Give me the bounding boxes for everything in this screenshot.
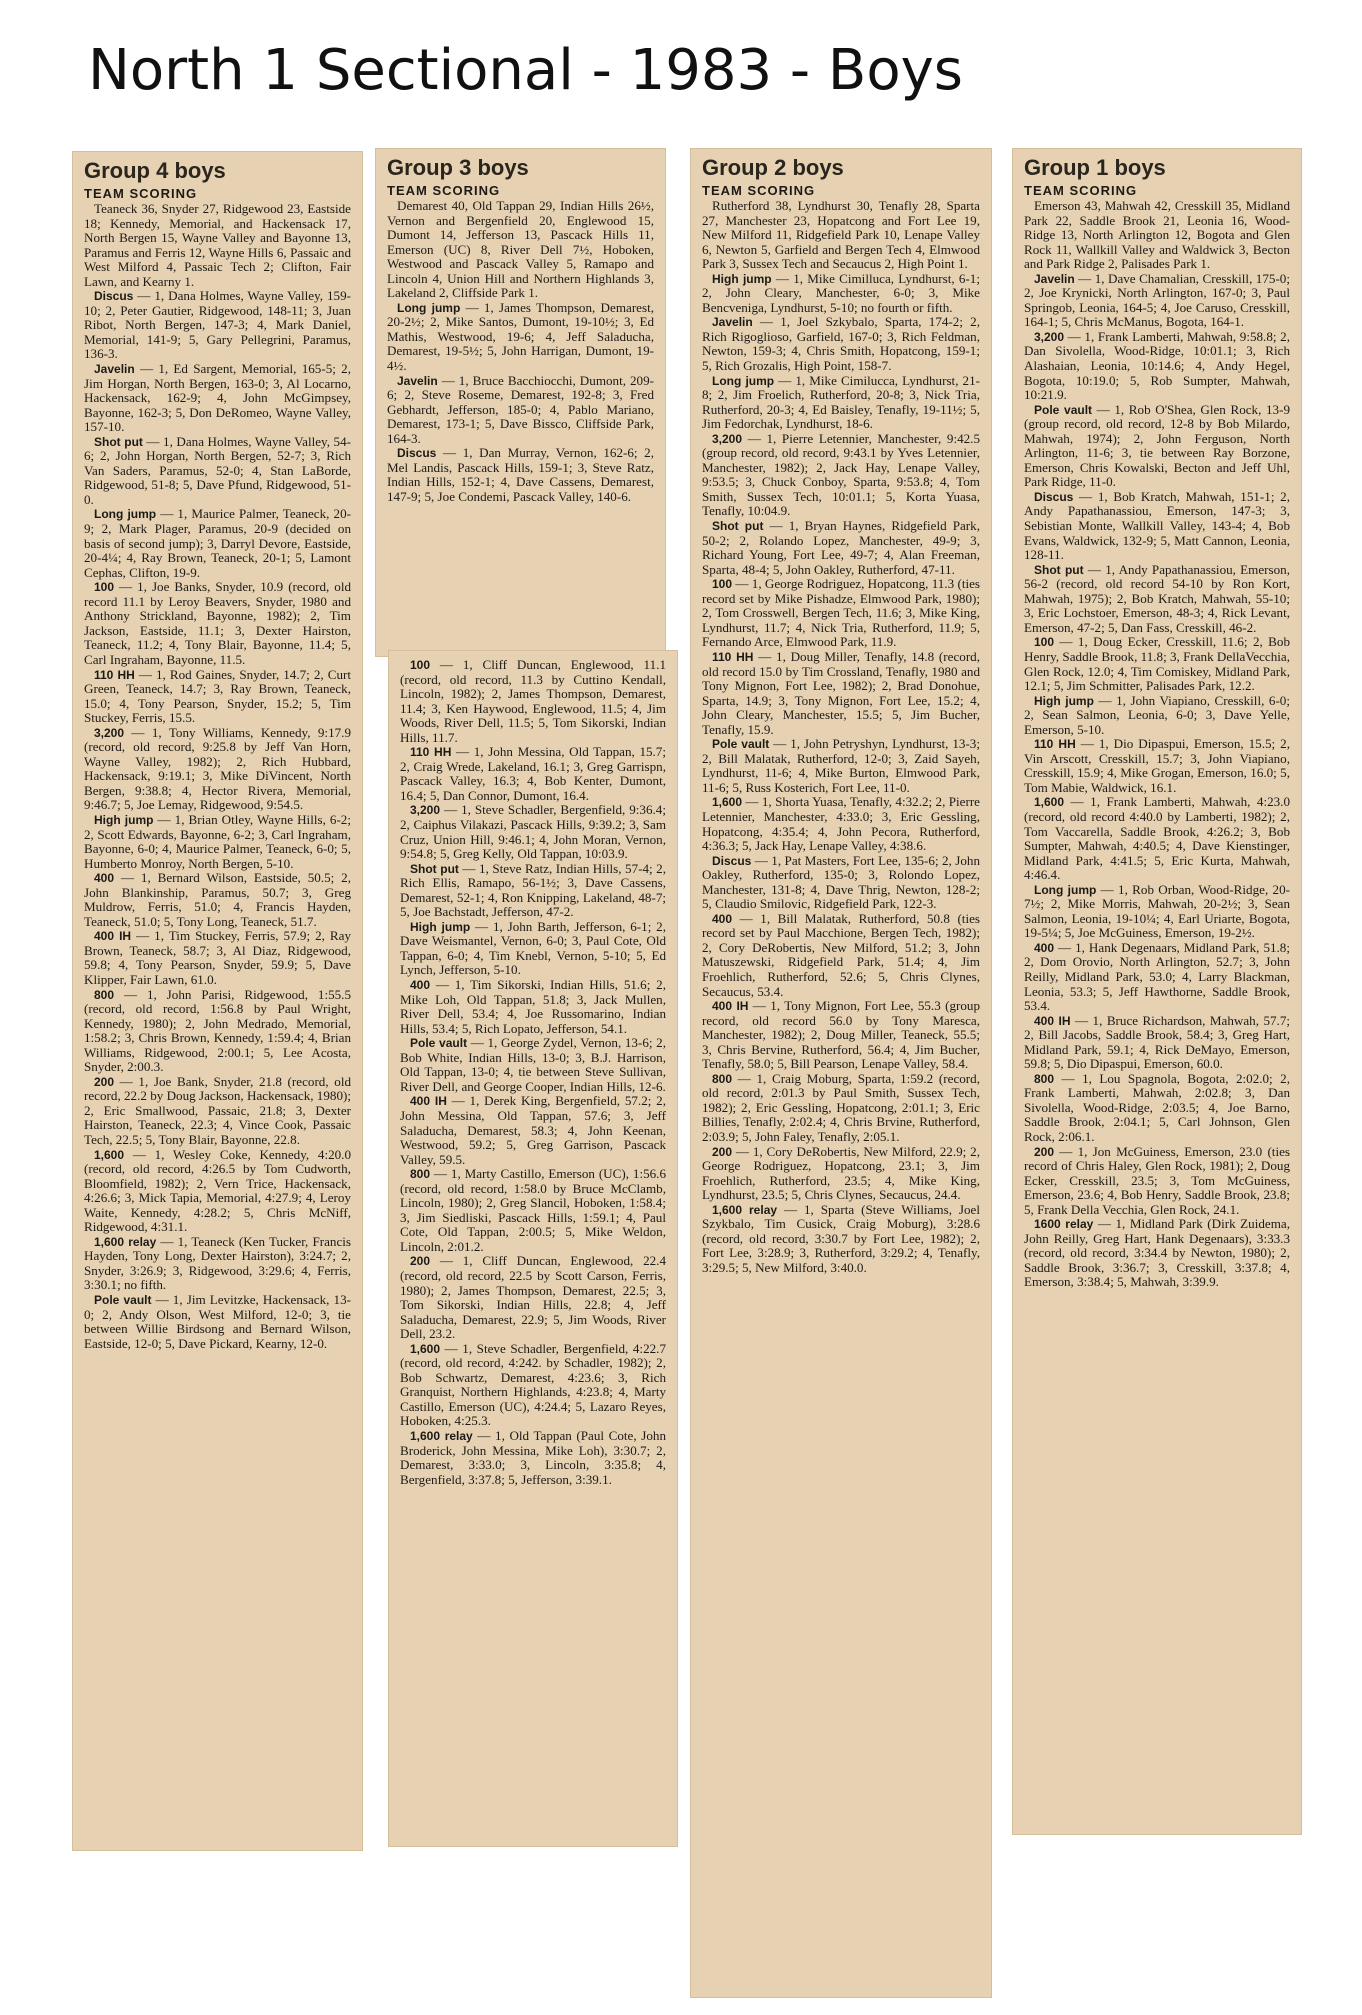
result-text: — 1, Dana Holmes, Wayne Valley, 54-6; 2, John Horgan, North Bergen, 52-7; 3, Rich Van Saders, Paramus, 52-0; 4, Stan LaBorde, Ridgewood, 51-8; 5, Dave Pfund, Ridgewood, 51-0.	[84, 433, 351, 507]
team-scoring-label: TEAM SCORING	[702, 183, 816, 198]
event-result	[84, 580, 351, 667]
event-name: Pole vault	[410, 1036, 468, 1051]
clipping-group-3-bottom	[388, 650, 678, 1847]
event-result	[400, 745, 666, 803]
event-name: Discus	[94, 289, 134, 304]
event-result	[702, 519, 980, 577]
result-text: — 1, Jim Levitzke, Hackensack, 13-0; 2, Andy Olson, West Milford, 12-0; 3, tie between Willie Birdsong and Bernard Wilson, Eastside, 12-0; 5, Dave Pickard, Kearny, 12-0.	[84, 1292, 351, 1351]
event-name: 200	[1034, 1144, 1055, 1159]
event-result	[702, 795, 980, 853]
event-name: 100	[410, 658, 431, 672]
event-result	[702, 912, 980, 999]
event-name: 1,600 relay	[712, 1202, 778, 1217]
event-name: 1,600	[712, 795, 743, 810]
result-text: — 1, Shorta Yuasa, Tenafly, 4:32.2; 2, Pierre Letennier, Manchester, 4:33.0; 3, Eric Gessling, Hopatcong, 4:35.4; 4, John Pecora, Rutherford, 4:36.3; 5, Jack Hay, Lenape Valley, 4:38.6.	[702, 794, 980, 854]
event-result	[1024, 1217, 1290, 1290]
event-name: 100	[712, 577, 733, 592]
event-result	[84, 435, 351, 508]
result-text: — 1, Teaneck (Ken Tucker, Francis Hayden, Tony Long, Dexter Hairston), 3:24.7; 2, Snyder, 3:26.9; 3, Ridgewood, 3:29.6; 4, Ferris, 3:30.1; no fifth.	[84, 1233, 351, 1293]
event-name: Long jump	[94, 507, 157, 522]
event-name: High jump	[94, 812, 154, 827]
event-result	[84, 1293, 351, 1351]
event-result	[84, 929, 351, 987]
event-name: 400	[1034, 940, 1055, 955]
event-name: Javelin	[397, 373, 438, 388]
result-text: — 1, Bruce Bacchiocchi, Dumont, 209-6; 2, Steve Roseme, Demarest, 192-8; 3, Fred Gebhardt, Jefferson, 185-0; 4, Pablo Mariano, Demarest, 173-1; 5, Dave Bissco, Cliffside Park, 164-3.	[387, 372, 654, 446]
event-result	[400, 658, 666, 745]
event-name: High jump	[410, 919, 471, 934]
event-result	[1024, 635, 1290, 693]
event-name: 3,200	[1034, 329, 1065, 344]
clipping-group-1	[1012, 148, 1302, 1835]
event-name: Discus	[712, 853, 752, 868]
event-name: 400	[410, 978, 431, 993]
event-name: 1,600	[94, 1147, 125, 1162]
result-text: — 1, Marty Castillo, Emerson (UC), 1:56.6 (record, old record, 1:58.0 by Bruce McClamb, Lincoln, 1980); 2, Greg Slancil, Hoboken, 1:58.4; 3, Jim Siedliski, Pascack Hills, 1:59.1; 4, Paul Cote, Old Tappan, 2:00.5; 5, Mike Weldon, Lincoln, 2:01.2.	[400, 1166, 666, 1254]
clipping-group-4	[72, 151, 363, 1851]
event-name: 400 IH	[94, 929, 132, 944]
result-text: — 1, Andy Papathanassiou, Emerson, 56-2 (record, old record 54-10 by Ron Kort, Mahwah, 1975); 2, Bob Kratch, Mahwah, 55-10; 3, Eric Lochstoer, Emerson, 48-3; 4, Rick Levant, Emerson, 47-2; 5, Dan Fass, Cresskill, 46-2.	[1024, 561, 1290, 635]
group-heading: Group 3 boys	[387, 155, 529, 180]
result-text: — 1, Ed Sargent, Memorial, 165-5; 2, Jim Horgan, North Bergen, 163-0; 3, Al Locarno, Hackensack, 162-9; 4, John McGimpsey, Bayonne, 162-3; 5, Don DeRomeo, Wayne Valley, 157-10.	[84, 361, 351, 435]
event-result	[702, 999, 980, 1072]
group-heading: Group 1 boys	[1024, 155, 1166, 180]
event-result	[84, 726, 351, 813]
result-text: — 1, Rod Gaines, Snyder, 14.7; 2, Curt Green, Teaneck, 14.7; 3, Ray Brown, Teaneck, 15.0; 4, Tony Pearson, Snyder, 15.2; 5, Tim Stuckey, Ferris, 15.5.	[84, 666, 351, 726]
event-result	[1024, 1014, 1290, 1072]
result-text: — 1, Steve Schadler, Bergenfield, 9:36.4; 2, Caiphus Vilakazi, Pascack Hills, 9:39.2; 3, Sam Cruz, Union Hill, 9:46.1; 4, John Moran, Vernon, 9:54.8; 5, Greg Kelly, Old Tappan, 10:03.9.	[400, 802, 666, 862]
event-result	[400, 1094, 666, 1167]
result-text: — 1, Doug Miller, Tenafly, 14.8 (record, old record 15.0 by Tim Crossland, Tenafly, 1980 and Tony Mignon, Fort Lee, 1982); 2, Brad Donohue, Sparta, 14.9; 3, Tony Mignon, Fort Lee, 15.2; 4, John Cleary, Manchester, 15.5; 5, Jim Bucher, Tenafly, 15.9.	[702, 648, 981, 737]
event-name: 3,200	[410, 803, 441, 818]
event-name: 800	[712, 1071, 733, 1086]
result-text: — 1, Dan Murray, Vernon, 162-6; 2, Mel Landis, Pascack Hills, 159-1; 3, Steve Ratz, Indian Hills, 152-1; 4, Dave Cassens, Demarest, 147-9; 5, Joe Condemi, Pascack Valley, 140-6.	[387, 445, 654, 504]
result-text: — 1, John Viapiano, Cresskill, 6-0; 2, Sean Salmon, Leonia, 6-0; 3, Dave Yelle, Emerson, 5-10.	[1024, 692, 1290, 737]
event-name: 1,600	[410, 1341, 441, 1356]
result-text: — 1, Dave Chamalian, Cresskill, 175-0; 2, Joe Krynicki, North Arlington, 167-0; 3, Paul Springob, Leonia, 164-5; 4, Joe Caruso, Cresskill, 164-1; 5, Chris McManus, Bogota, 164-1.	[1024, 270, 1290, 330]
event-name: 3,200	[94, 725, 125, 740]
page-title: North 1 Sectional - 1983 - Boys	[88, 38, 963, 103]
event-name: Pole vault	[94, 1293, 152, 1308]
event-result	[400, 803, 666, 861]
result-text: — 1, Pat Masters, Fort Lee, 135-6; 2, John Oakley, Rutherford, 135-0; 3, Rolondo Lopez, Manchester, 131-8; 4, Dave Thrig, Newton, 128-2; 5, Claudio Smilovic, Ridgefield Park, 122-3.	[702, 852, 980, 912]
event-name: High jump	[712, 271, 772, 286]
result-text: — 1, Craig Moburg, Sparta, 1:59.2 (record, old record, 2:01.3 by Paul Smith, Sussex Tech, 1982); 2, Eric Gessling, Hopatcong, 2:01.1; 3, Eric Billies, Tenafly, 2:02.4; 4, Chris Brvine, Rutherford, 2:03.9; 5, John Faley, Tenafly, 2:05.1.	[702, 1070, 980, 1144]
event-result	[84, 988, 351, 1075]
result-text: — 1, John Parisi, Ridgewood, 1:55.5 (record, old record, 1:56.8 by Paul Wright, Kennedy, 1980); 2, John Medrado, Memorial, 1:58.2; 3, Chris Brown, Kennedy, 1:59.4; 4, Brian Williams, Ridgewood, 2:00.1; 5, Lee Acosta, Snyder, 2:00.3.	[84, 986, 351, 1075]
event-name: 400	[712, 911, 733, 926]
event-result	[400, 1167, 666, 1254]
event-result	[702, 854, 980, 912]
event-name: 200	[712, 1144, 733, 1159]
event-name: 800	[410, 1167, 431, 1182]
event-result	[702, 1072, 980, 1145]
event-name: 400 IH	[1034, 1013, 1071, 1028]
event-name: 110 HH	[94, 667, 135, 682]
event-result	[1024, 563, 1290, 636]
event-result	[400, 1254, 666, 1341]
event-result	[1024, 403, 1290, 490]
event-name: Discus	[397, 446, 437, 461]
event-result	[1024, 1145, 1290, 1218]
event-name: 110 HH	[410, 745, 452, 760]
event-name: Long jump	[712, 373, 775, 388]
result-text: — 1, Frank Lamberti, Mahwah, 4:23.0 (record, old record 4:40.0 by Lamberti, 1982); 2, Tom Vaccarella, Saddle Brook, 4:26.2; 3, Bob Sumpter, Mahwah, 4:40.5; 4, Dave Kienstinger, Midland Park, 4:41.5; 5, Eric Kurta, Mahwah, 4:46.4.	[1024, 794, 1290, 883]
event-name: 200	[94, 1074, 115, 1089]
event-result	[702, 650, 980, 737]
result-text: — 1, Derek King, Bergenfield, 57.2; 2, John Messina, Old Tappan, 57.6; 3, Jeff Saladucha, Demarest, 58.3; 4, John Keenan, Westwood, 59.2; 5, Greg Garrison, Pascack Valley, 59.5.	[400, 1093, 666, 1167]
event-result	[400, 1429, 666, 1487]
event-name: 400 IH	[410, 1094, 447, 1109]
event-name: 3,200	[712, 431, 743, 446]
result-text: Emerson 43, Mahwah 42, Cresskill 35, Midland Park 22, Saddle Brook 21, Leonia 16, Wood-Ridge 13, North Arlington 12, Bogota and Glen Rock 11, Wallkill Valley and Waldwick 3, Becton and Park Ridge 2, Palisades Park 1.	[1024, 198, 1290, 272]
group-heading: Group 2 boys	[702, 155, 844, 180]
event-result	[387, 446, 654, 504]
event-name: 110 HH	[1034, 737, 1076, 752]
result-text: — 1, Maurice Palmer, Teaneck, 20-9; 2, Mark Plager, Paramus, 20-9 (decided on basis of second jump); 3, Darryl Devore, Eastside, 20-4¼; 4, Ray Brown, Teaneck, 20-1; 5, Lamont Cephas, Clifton, 19-9.	[84, 506, 351, 580]
result-text: — 1, Sparta (Steve Williams, Joel Szykbalo, Tim Cusick, Craig Moburg), 3:28.6 (record, old record, 3:30.7 by Fort Lee, 1982); 2, Fort Lee, 3:28.9; 3, Rutherford, 3:29.2; 4, Tenafly, 3:29.5; 5, New Milford, 3:40.0.	[702, 1201, 981, 1275]
result-text: Teaneck 36, Snyder 27, Ridgewood 23, Eastside 18; Kennedy, Memorial, and Hackensack 17, North Bergen 15, Wayne Valley and Bayonne 13, Paramus and Ferris 12, Wayne Hills 6, Passaic and West Milford 4, Passaic Tech 2; Clifton, Fair Lawn, and Kearny 1.	[84, 201, 351, 289]
result-text: — 1, James Thompson, Demarest, 20-2½; 2, Mike Santos, Dumont, 19-10½; 3, Ed Mathis, Westwood, 19-6; 4, Jeff Saladucha, Demarest, 19-5½; 5, John Harrigan, Dumont, 19-4½.	[387, 299, 654, 374]
clipping-group-3-top	[375, 148, 666, 657]
event-result	[1024, 737, 1290, 795]
clipping-group-2	[690, 148, 992, 1998]
event-result	[84, 289, 351, 362]
result-text: — 1, Mike Cimilluca, Lyndhurst, 6-1; 2, John Cleary, Manchester, 6-0; 3, Mike Bencveniga, Lyndhurst, 5-10; no fourth or fifth.	[702, 270, 980, 315]
event-name: Shot put	[410, 861, 459, 876]
event-result	[702, 315, 980, 373]
event-name: 800	[94, 987, 115, 1002]
result-text: — 1, John Petryshyn, Lyndhurst, 13-3; 2, Bill Malatak, Rutherford, 12-0; 3, Zaid Sayeh, Lyndhurst, 11-6; 4, Mike Burton, Elmwood Park, 11-6; 5, Russ Kosterich, Fort Lee, 11-0.	[702, 736, 980, 795]
event-name: 200	[410, 1254, 431, 1269]
result-text: — 1, Dana Holmes, Wayne Valley, 159-10; 2, Peter Gautier, Ridgewood, 148-11; 3, Juan Ribot, North Bergen, 147-3; 4, Mark Daniel, Memorial, 141-9; 5, Gary Pellegrini, Paramus, 136-3.	[84, 288, 351, 362]
event-result	[84, 1235, 351, 1293]
result-text: — 1, Cory DeRobertis, New Milford, 22.9; 2, George Rodriguez, Hopatcong, 23.1; 3, Jim Froehlich, Rutherford, 23.5; 4, Mike King, Lyndhurst, 23.5; 5, Chris Clynes, Secaucus, 24.4.	[702, 1143, 980, 1203]
result-text: — 1, Bob Kratch, Mahwah, 151-1; 2, Andy Papathanassiou, Emerson, 147-3; 3, Sebistian Monte, Wallkill Valley, 143-4; 4, Bob Evans, Waldwick, 132-9; 5, Matt Cannon, Leonia, 128-11.	[1024, 488, 1290, 563]
event-name: High jump	[1034, 693, 1094, 708]
team-scores	[84, 202, 351, 289]
event-name: Pole vault	[712, 737, 770, 752]
result-text: — 1, John Messina, Old Tappan, 15.7; 2, Craig Wrede, Lakeland, 16.1; 3, Greg Garrispn, Pascack Valley, 16.3; 4, Bob Kenter, Dumont, 16.4; 5, Dan Connor, Dumont, 16.4.	[400, 744, 666, 803]
event-name: Pole vault	[1034, 402, 1093, 417]
event-result	[1024, 272, 1290, 330]
event-result	[84, 1075, 351, 1148]
event-result	[702, 272, 980, 316]
event-result	[400, 920, 666, 978]
event-name: Long jump	[397, 300, 461, 315]
event-result	[84, 668, 351, 726]
event-name: 100	[94, 580, 115, 595]
event-result	[702, 432, 980, 519]
result-text: — 1, Tony Williams, Kennedy, 9:17.9 (record, old record, 9:25.8 by Jeff Van Horn, Wayne Valley, 1982); 2, Rich Hubbard, Hackensack, 9:19.1; 3, Mike DiVincent, North Bergen, 9:38.8; 4, Hector Rivera, Memorial, 9:46.7; 5, Joe Lemay, Ridgewood, 9:54.5.	[84, 724, 351, 813]
event-name: Javelin	[712, 315, 753, 330]
result-text: — 1, Pierre Letennier, Manchester, 9:42.5 (group record, old record, 9:43.1 by Yves Letennier, Manchester, 1982); 2, Jack Hay, Lenape Valley, 9:53.5; 3, Chuck Conboy, Sparta, 9:53.8; 4, Tom Smith, Sussex Tech, 10:01.1; 5, Korta Yuasa, Tenafly, 10:04.9.	[702, 430, 980, 519]
result-text: — 1, Cliff Duncan, Englewood, 22.4 (record, old record, 22.5 by Scott Carson, Ferris, 1980); 2, James Thompson, Demarest, 22.5; 3, Tom Sikorski, Indian Hills, 22.8; 4, Jeff Saladucha, Demarest, 22.9; 5, Jim Woods, River Dell, 23.2.	[400, 1253, 666, 1342]
event-result	[387, 374, 654, 447]
result-text: Rutherford 38, Lyndhurst 30, Tenafly 28, Sparta 27, Manchester 23, Hopatcong and Fort Lee 19, New Milford 11, Ridgefield Park 10, Lenape Valley 6, Newton 5, Garfield and Bergen Tech 4, Elmwood Park 3, Sussex Tech and Secaucus 2, High Point 1.	[702, 198, 980, 272]
team-scoring-label: TEAM SCORING	[84, 186, 198, 201]
result-text: — 1, Doug Ecker, Cresskill, 11.6; 2, Bob Henry, Saddle Brook, 11.8; 3, Frank DellaVecchia, Glen Rock, 12.0; 4, Tim Comiskey, Midland Park, 12.1; 5, Jim Schmitter, Palisades Park, 12.2.	[1024, 634, 1290, 694]
result-text: — 1, Rob Orban, Wood-Ridge, 20-7½; 2, Mike Morris, Mahwah, 20-2½; 3, Sean Salmon, Leonia, 19-10¼; 4, Earl Uriarte, Bogota, 19-5¼; 5, Joe McGuiness, Emerson, 19-2½.	[1024, 881, 1290, 941]
team-scoring-label: TEAM SCORING	[1024, 183, 1138, 198]
event-result	[1024, 490, 1290, 563]
event-result	[84, 507, 351, 580]
result-text: Demarest 40, Old Tappan 29, Indian Hills 26½, Vernon and Bergenfield 20, Englewood 15, Dumont 14, Jefferson 13, Pascack Hills 11, Emerson (UC) 8, River Dell 7½, Hoboken, Westwood and Pascack Valley 5, Ramapo and Lincoln 4, Union Hill and Northern Highlands 3, Lakeland 2, Cliffside Park 1.	[387, 198, 654, 301]
event-name: 400	[94, 871, 115, 886]
event-result	[84, 1148, 351, 1235]
result-text: — 1, Midland Park (Dirk Zuidema, John Reilly, Greg Hart, Hank Degenaars), 3:33.3 (record, old record, 3:34.4 by Newton, 1980); 2, Saddle Brook, 3:36.7; 3, Cresskill, 3:37.8; 4, Emerson, 3:38.4; 5, Mahwah, 3:39.9.	[1024, 1216, 1290, 1290]
result-text: — 1, Bill Malatak, Rutherford, 50.8 (ties record set by Paul Macchione, Bergen Tech, 1982); 2, Cory DeRobertis, New Milford, 51.2; 3, John Matuszewski, Ridgefield Park, 51.4; 4, Jim Froehlich, Rutherford, 52.6; 5, Chris Clynes, Secaucus, 53.4.	[702, 910, 980, 999]
result-text: — 1, Dio Dipaspui, Emerson, 15.5; 2, Vin Arscott, Cresskill, 15.7; 3, John Viapiano, Cresskill, 15.9; 4, Mike Grogan, Emerson, 16.0; 5, Tom Mabie, Waldwick, 16.1.	[1024, 736, 1290, 795]
result-text: — 1, Frank Lamberti, Mahwah, 9:58.8; 2, Dan Sivolella, Wood-Ridge, 10:01.1; 3, Rich Alashaian, Leonia, 10:14.6; 4, Andy Hegel, Bogota, 10:19.0; 5, Rob Sumpter, Mahwah, 10:21.9.	[1024, 328, 1290, 403]
result-text: — 1, Lou Spagnola, Bogota, 2:02.0; 2, Frank Lamberti, Mahwah, 2:02.8; 3, Dan Sivolella, Wood-Ridge, 2:03.5; 4, Joe Barno, Saddle Brook, 2:04.1; 5, Carl Johnson, Glen Rock, 2:06.1.	[1024, 1070, 1290, 1144]
event-name: 1,600 relay	[410, 1428, 473, 1443]
event-result	[400, 1342, 666, 1429]
event-name: 1,600 relay	[94, 1234, 157, 1249]
event-result	[400, 862, 666, 920]
team-scores	[387, 199, 654, 301]
event-name: Javelin	[94, 362, 135, 377]
event-result	[84, 362, 351, 435]
event-name: Javelin	[1034, 271, 1075, 286]
event-result	[1024, 883, 1290, 941]
result-text: — 1, George Zydel, Vernon, 13-6; 2, Bob White, Indian Hills, 13-0; 3, B.J. Harrison, Old Tappan, 13-0; 4, tie between Steve Sullivan, River Dell, and George Cooper, Indian Hills, 12-6.	[400, 1035, 666, 1094]
event-result	[84, 871, 351, 929]
event-result	[702, 577, 980, 650]
group-heading: Group 4 boys	[84, 158, 226, 183]
team-scoring-label: TEAM SCORING	[387, 183, 501, 198]
result-text: — 1, Steve Ratz, Indian Hills, 57-4; 2, Rich Ellis, Ramapo, 56-1½; 3, Dave Cassens, Demarest, 52-1; 4, Ron Knipping, Lakeland, 48-7; 5, Joe Bachstadt, Jefferson, 47-2.	[400, 860, 667, 920]
event-result	[702, 1203, 980, 1276]
result-text: — 1, Joe Bank, Snyder, 21.8 (record, old record, 22.2 by Doug Jackson, Hackensack, 1980); 2, Eric Smallwood, Passaic, 21.8; 3, Dexter Hairston, Teaneck, 22.3; 4, Vince Cook, Passaic Tech, 22.5; 5, Tony Blair, Bayonne, 22.8.	[84, 1073, 351, 1147]
event-name: 1,600	[1034, 795, 1065, 810]
event-result	[1024, 694, 1290, 738]
event-result	[84, 813, 351, 871]
result-text: — 1, Cliff Duncan, Englewood, 11.1 (record, old record, 11.3 by Cuttino Kendall, Lincoln, 1982); 2, James Thompson, Demarest, 11.4; 3, Ken Haywood, Englewood, 11.5; 4, Jim Woods, River Dell, 11.5; 5, Tom Sikorski, Indian Hills, 11.7.	[400, 657, 666, 745]
result-text: — 1, John Barth, Jefferson, 6-1; 2, Dave Weismantel, Vernon, 6-0; 3, Paul Cote, Old Tappan, 6-0; 4, Tim Knebl, Vernon, 5-10; 5, Ed Lynch, Jefferson, 5-10.	[400, 918, 666, 978]
result-text: — 1, Tim Stuckey, Ferris, 57.9; 2, Ray Brown, Teaneck, 58.7; 3, Al Diaz, Ridgewood, 59.8; 4, Tony Pearson, Snyder, 59.9; 5, Dave Klipper, Fair Lawn, 61.0.	[84, 928, 352, 987]
result-text: — 1, Joel Szkybalo, Sparta, 174-2; 2, Rich Rigoglioso, Garfield, 167-0; 3, Rich Feldman, Newton, 159-3; 4, Chris Smith, Hopatcong, 159-1; 5, Rich Grozalis, High Point, 158-7.	[702, 314, 980, 374]
result-text: — 1, Tony Mignon, Fort Lee, 55.3 (group record, old record 56.0 by Tony Maresca, Manchester, 1982); 2, Doug Miller, Teaneck, 55.5; 3, Chris Bervine, Rutherford, 56.4; 4, Jim Bucher, Tenafly, 58.0; 5, Bill Pearson, Lenape Valley, 58.4.	[702, 998, 981, 1072]
result-text: — 1, Wesley Coke, Kennedy, 4:20.0 (record, old record, 4:26.5 by Tom Cudworth, Bloomfield, 1982); 2, Vern Trice, Hackensack, 4:26.6; 3, Mick Tapia, Memorial, 4:27.9; 4, Leroy Waite, Kennedy, 4:28.2; 5, Chris McNiff, Ridgewood, 4:31.1.	[84, 1146, 351, 1235]
event-name: Shot put	[712, 519, 764, 534]
event-result	[702, 374, 980, 432]
event-result	[1024, 941, 1290, 1014]
result-text: — 1, Bryan Haynes, Ridgefield Park, 50-2; 2, Rolando Lopez, Manchester, 49-9; 3, Richard Young, Fort Lee, 49-7; 4, Alan Freeman, Sparta, 48-4; 5, John Oakley, Rutherford, 47-11.	[702, 518, 980, 577]
result-text: — 1, Rob O'Shea, Glen Rock, 13-9 (group record, old record, 12-8 by Bob Milardo, Mahwah, 1974); 2, John Ferguson, North Arlington, 11-6; 3, tie between Ray Borzone, Emerson, Chris Kowalski, Becton and Jeff Uhl, Park Ridge, 11-0.	[1024, 401, 1290, 490]
result-text: — 1, Tim Sikorski, Indian Hills, 51.6; 2, Mike Loh, Old Tappan, 51.8; 3, Jack Mullen, River Dell, 53.4; 4, Joe Russomarino, Indian Hills, 53.4; 5, Rich Lopato, Jefferson, 54.1.	[400, 977, 666, 1036]
result-text: — 1, Steve Schadler, Bergenfield, 4:22.7 (record, old record, 4:242. by Schadler, 1982); 2, Bob Schwartz, Demarest, 4:23.6; 3, Rich Granquist, Northern Highlands, 4:23.8; 4, Marty Castillo, Emerson (UC), 4:24.4; 5, Lazaro Reyes, Hoboken, 4:25.3.	[400, 1340, 666, 1429]
event-result	[1024, 1072, 1290, 1145]
result-text: — 1, Bernard Wilson, Eastside, 50.5; 2, John Blankinship, Paramus, 50.7; 3, Greg Muldrow, Ferris, 51.0; 4, Francis Hayden, Teaneck, 51.0; 5, Tony Long, Teaneck, 51.7.	[84, 870, 351, 929]
event-name: Discus	[1034, 489, 1074, 504]
event-result	[387, 301, 654, 374]
event-name: 400 IH	[712, 999, 749, 1014]
event-name: 110 HH	[712, 649, 754, 664]
event-name: Shot put	[1034, 562, 1084, 577]
event-result	[702, 1145, 980, 1203]
result-text: — 1, Mike Cimilucca, Lyndhurst, 21-8; 2, Jim Froelich, Rutherford, 20-8; 3, Nick Tria, Rutherford, 20-3; 4, Ed Baisley, Tenafly, 19-11½; 5, Jim Fedorchak, Lyndhurst, 18-6.	[702, 372, 980, 432]
event-result	[400, 978, 666, 1036]
event-result	[702, 737, 980, 795]
event-result	[1024, 330, 1290, 403]
event-name: Shot put	[94, 434, 143, 449]
event-name: Long jump	[1034, 882, 1097, 897]
result-text: — 1, Old Tappan (Paul Cote, John Broderick, John Messina, Mike Loh), 3:30.7; 2, Demarest, 3:33.0; 3, Lincoln, 3:35.8; 4, Bergenfield, 3:37.8; 5, Jefferson, 3:39.1.	[400, 1427, 666, 1487]
result-text: — 1, Brian Otley, Wayne Hills, 6-2; 2, Scott Edwards, Bayonne, 6-2; 3, Carl Ingraham, Bayonne, 6-0; 4, Maurice Palmer, Teaneck, 6-0; 5, Humberto Monroy, North Bergen, 5-10.	[84, 811, 351, 871]
result-text: — 1, Hank Degenaars, Midland Park, 51.8; 2, Dom Orovio, North Arlington, 52.7; 3, John Reilly, Midland Park, 53.0; 4, Larry Blackman, Leonia, 53.3; 5, Jeff Hawthorne, Saddle Brook, 53.4.	[1024, 939, 1290, 1014]
result-text: — 1, Joe Banks, Snyder, 10.9 (record, old record 11.1 by Leroy Beavers, Snyder, 1980 and Anthony Strickland, Bayonne, 1982); 2, Tim Jackson, Eastside, 11.1; 3, Dexter Hairston, Teaneck, 11.2; 4, Tony Blair, Bayonne, 11.4; 5, Carl Ingraham, Bayonne, 11.5.	[84, 579, 351, 667]
result-text: — 1, Jon McGuiness, Emerson, 23.0 (ties record of Chris Haley, Glen Rock, 1981); 2, Doug Ecker, Cresskill, 23.5; 3, Tom McGuiness, Emerson, 23.6; 4, Bob Henry, Saddle Brook, 23.8; 5, Frank Della Vecchia, Glen Rock, 24.1.	[1024, 1143, 1290, 1217]
team-scores	[1024, 199, 1290, 272]
event-name: 800	[1034, 1071, 1055, 1086]
event-result	[1024, 795, 1290, 882]
result-text: — 1, Bruce Richardson, Mahwah, 57.7; 2, Bill Jacobs, Saddle Brook, 58.4; 3, Greg Hart, Midland Park, 59.1; 4, Rick DeMayo, Emerson, 59.8; 5, Dio Dipaspui, Emerson, 60.0.	[1024, 1012, 1291, 1072]
event-name: 1600 relay	[1034, 1217, 1094, 1232]
event-result	[400, 1036, 666, 1094]
team-scores	[702, 199, 980, 272]
event-name: 100	[1034, 635, 1055, 650]
result-text: — 1, George Rodriguez, Hopatcong, 11.3 (ties record set by Mike Pishadze, Elmwood Park, 1980); 2, Tom Crosswell, Bergen Tech, 11.6; 3, Mike King, Lyndhurst, 11.7; 4, Nick Tria, Rutherford, 11.9; 5, Fernando Arce, Elmwood Park, 11.9.	[702, 576, 980, 650]
